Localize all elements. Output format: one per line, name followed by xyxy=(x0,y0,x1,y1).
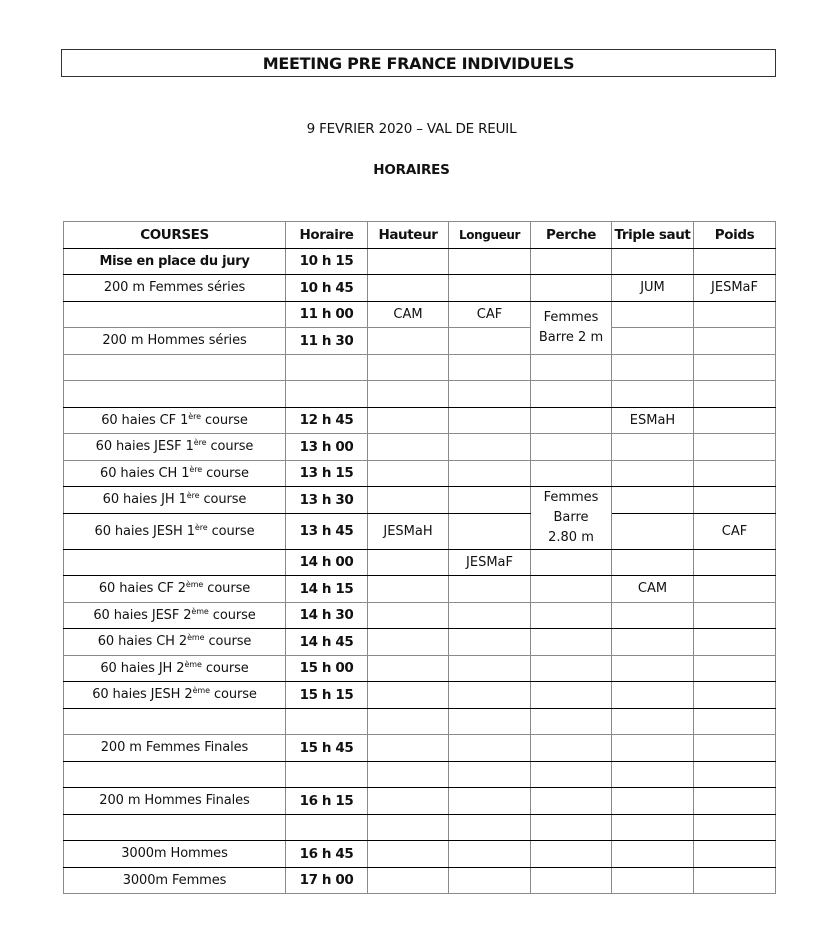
course-cell: 3000m Femmes xyxy=(64,867,286,894)
time-cell: 16 h 15 xyxy=(286,788,368,815)
time-cell: 14 h 15 xyxy=(286,576,368,603)
perche-cell xyxy=(531,549,612,576)
longueur-cell xyxy=(449,655,531,682)
course-cell xyxy=(64,487,286,514)
course-name: 60 haies JESF 2 xyxy=(93,607,192,623)
ordinal-suffix: ème xyxy=(192,686,210,696)
table-row xyxy=(64,434,776,461)
hauteur-cell xyxy=(368,682,449,709)
course-suffix: course xyxy=(206,439,254,455)
longueur-cell xyxy=(449,576,531,603)
triple-cell: CAM xyxy=(612,576,694,603)
time-cell: 13 h 15 xyxy=(286,460,368,487)
poids-cell: CAF xyxy=(694,513,776,549)
triple-cell xyxy=(612,841,694,868)
course-cell xyxy=(64,407,286,434)
time-cell: 11 h 00 xyxy=(286,301,368,328)
course-cell xyxy=(64,655,286,682)
course-suffix: course xyxy=(202,465,249,481)
longueur-cell xyxy=(449,434,531,461)
course-name: 60 haies CF 1 xyxy=(101,412,189,428)
event-date-location: 9 FEVRIER 2020 – VAL DE REUIL xyxy=(306,121,517,137)
hauteur-cell xyxy=(368,629,449,656)
time-cell xyxy=(286,381,368,408)
course-suffix: course xyxy=(204,634,252,650)
course-cell xyxy=(64,354,286,381)
perche-cell xyxy=(531,788,612,815)
course-suffix: course xyxy=(209,687,257,703)
time-cell xyxy=(286,761,368,788)
hauteur-cell: JESMaH xyxy=(368,513,449,549)
perche-cell xyxy=(531,708,612,735)
poids-cell xyxy=(694,381,776,408)
longueur-cell xyxy=(449,629,531,656)
hauteur-cell xyxy=(368,460,449,487)
ordinal-suffix: ème xyxy=(191,606,209,616)
column-header-longueur: Longueur xyxy=(449,222,531,249)
triple-cell xyxy=(612,248,694,275)
perche-cell xyxy=(531,682,612,709)
course-cell: Mise en place du jury xyxy=(64,248,286,275)
time-cell: 15 h 15 xyxy=(286,682,368,709)
perche-cell xyxy=(531,841,612,868)
triple-cell xyxy=(612,629,694,656)
longueur-cell xyxy=(449,275,531,302)
course-suffix: course xyxy=(203,581,251,597)
triple-cell xyxy=(612,434,694,461)
course-name: 60 haies JESF 1 xyxy=(95,439,194,455)
poids-cell xyxy=(694,576,776,603)
longueur-cell xyxy=(449,788,531,815)
perche-cell xyxy=(531,275,612,302)
perche-cell xyxy=(531,354,612,381)
table-row xyxy=(64,629,776,656)
course-cell xyxy=(64,629,286,656)
poids-cell xyxy=(694,735,776,762)
perche-cell xyxy=(531,761,612,788)
perche-merged-cell xyxy=(531,301,612,354)
time-cell: 17 h 00 xyxy=(286,867,368,894)
table-row xyxy=(64,655,776,682)
hauteur-cell xyxy=(368,576,449,603)
schedule-table xyxy=(63,221,776,894)
table-row xyxy=(64,735,776,762)
poids-cell xyxy=(694,841,776,868)
perche-cell xyxy=(531,407,612,434)
longueur-cell xyxy=(449,328,531,355)
longueur-cell xyxy=(449,867,531,894)
table-row xyxy=(64,275,776,302)
course-cell: 3000m Hommes xyxy=(64,841,286,868)
table-row xyxy=(64,682,776,709)
course-cell xyxy=(64,381,286,408)
longueur-cell xyxy=(449,248,531,275)
triple-cell: ESMaH xyxy=(612,407,694,434)
column-header-courses: COURSES xyxy=(64,222,286,249)
course-cell xyxy=(64,761,286,788)
time-cell xyxy=(286,708,368,735)
course-suffix: course xyxy=(200,412,248,428)
time-cell xyxy=(286,814,368,841)
table-row xyxy=(64,407,776,434)
perche-cell xyxy=(531,576,612,603)
hauteur-cell xyxy=(368,814,449,841)
triple-cell xyxy=(612,602,694,629)
ordinal-suffix: ème xyxy=(187,633,205,643)
poids-cell xyxy=(694,434,776,461)
course-suffix: course xyxy=(199,492,247,508)
perche-cell xyxy=(531,434,612,461)
perche-cell xyxy=(531,629,612,656)
table-row xyxy=(64,354,776,381)
hauteur-cell xyxy=(368,248,449,275)
triple-cell xyxy=(612,549,694,576)
hauteur-cell xyxy=(368,708,449,735)
time-cell: 13 h 00 xyxy=(286,434,368,461)
table-row xyxy=(64,761,776,788)
poids-cell: JESMaF xyxy=(694,275,776,302)
table-row xyxy=(64,487,776,514)
perche-line: Barre xyxy=(553,509,589,525)
longueur-cell xyxy=(449,761,531,788)
triple-cell xyxy=(612,655,694,682)
hauteur-cell: CAM xyxy=(368,301,449,328)
time-cell: 12 h 45 xyxy=(286,407,368,434)
poids-cell xyxy=(694,301,776,328)
poids-cell xyxy=(694,761,776,788)
triple-cell xyxy=(612,381,694,408)
poids-cell xyxy=(694,328,776,355)
ordinal-suffix: ère xyxy=(193,438,207,448)
table-row xyxy=(64,841,776,868)
poids-cell xyxy=(694,354,776,381)
poids-cell xyxy=(694,549,776,576)
document-title: MEETING PRE FRANCE INDIVIDUELS xyxy=(61,49,776,77)
triple-cell xyxy=(612,301,694,328)
longueur-cell xyxy=(449,602,531,629)
course-name: 60 haies CH 1 xyxy=(100,465,190,481)
triple-cell xyxy=(612,513,694,549)
time-cell: 14 h 45 xyxy=(286,629,368,656)
longueur-cell xyxy=(449,513,531,549)
course-cell xyxy=(64,549,286,576)
time-cell: 11 h 30 xyxy=(286,328,368,355)
perche-cell xyxy=(531,655,612,682)
longueur-cell xyxy=(449,735,531,762)
course-cell: 200 m Femmes séries xyxy=(64,275,286,302)
ordinal-suffix: ème xyxy=(184,659,202,669)
course-cell xyxy=(64,301,286,328)
triple-cell xyxy=(612,682,694,709)
poids-cell xyxy=(694,682,776,709)
perche-line: 2.80 m xyxy=(548,529,594,545)
hauteur-cell xyxy=(368,381,449,408)
longueur-cell xyxy=(449,407,531,434)
time-cell: 15 h 45 xyxy=(286,735,368,762)
hauteur-cell xyxy=(368,328,449,355)
course-suffix: course xyxy=(208,607,256,623)
course-cell xyxy=(64,708,286,735)
poids-cell xyxy=(694,788,776,815)
table-row xyxy=(64,602,776,629)
hauteur-cell xyxy=(368,354,449,381)
time-cell: 13 h 45 xyxy=(286,513,368,549)
course-name: 60 haies CH 2 xyxy=(97,634,188,650)
triple-cell xyxy=(612,328,694,355)
triple-cell xyxy=(612,735,694,762)
triple-cell xyxy=(612,788,694,815)
table-row xyxy=(64,460,776,487)
poids-cell xyxy=(694,602,776,629)
table-row xyxy=(64,814,776,841)
time-cell: 16 h 45 xyxy=(286,841,368,868)
column-header-perche: Perche xyxy=(531,222,612,249)
table-row xyxy=(64,301,776,328)
course-cell xyxy=(64,434,286,461)
hauteur-cell xyxy=(368,434,449,461)
time-cell: 13 h 30 xyxy=(286,487,368,514)
poids-cell xyxy=(694,407,776,434)
column-header-poids: Poids xyxy=(694,222,776,249)
longueur-cell xyxy=(449,708,531,735)
course-cell: 200 m Hommes Finales xyxy=(64,788,286,815)
longueur-cell xyxy=(449,354,531,381)
time-cell xyxy=(286,354,368,381)
course-suffix: course xyxy=(207,523,255,539)
hauteur-cell xyxy=(368,275,449,302)
triple-cell xyxy=(612,814,694,841)
ordinal-suffix: ère xyxy=(188,411,201,421)
column-header-hauteur: Hauteur xyxy=(368,222,449,249)
perche-cell xyxy=(531,602,612,629)
perche-line: Femmes xyxy=(543,489,599,505)
course-name: 60 haies CF 2 xyxy=(98,581,186,597)
poids-cell xyxy=(694,708,776,735)
table-row xyxy=(64,248,776,275)
hauteur-cell xyxy=(368,549,449,576)
course-name: 60 haies JESH 2 xyxy=(92,687,193,703)
course-cell xyxy=(64,814,286,841)
perche-cell xyxy=(531,460,612,487)
table-row xyxy=(64,576,776,603)
longueur-cell xyxy=(449,841,531,868)
time-cell: 14 h 30 xyxy=(286,602,368,629)
longueur-cell xyxy=(449,487,531,514)
table-row xyxy=(64,549,776,576)
course-name: 60 haies JH 2 xyxy=(100,660,185,676)
hauteur-cell xyxy=(368,407,449,434)
triple-cell xyxy=(612,354,694,381)
poids-cell xyxy=(694,814,776,841)
course-cell xyxy=(64,602,286,629)
poids-cell xyxy=(694,655,776,682)
table-row xyxy=(64,788,776,815)
time-cell: 10 h 45 xyxy=(286,275,368,302)
course-name: 60 haies JESH 1 xyxy=(94,523,195,539)
ordinal-suffix: ère xyxy=(186,491,200,501)
poids-cell xyxy=(694,460,776,487)
longueur-cell xyxy=(449,381,531,408)
perche-cell xyxy=(531,867,612,894)
section-heading: HORAIRES xyxy=(373,162,450,178)
triple-cell xyxy=(612,708,694,735)
longueur-cell: CAF xyxy=(449,301,531,328)
triple-cell xyxy=(612,867,694,894)
course-cell xyxy=(64,682,286,709)
poids-cell xyxy=(694,867,776,894)
time-cell: 10 h 15 xyxy=(286,248,368,275)
hauteur-cell xyxy=(368,602,449,629)
column-header-triple-saut: Triple saut xyxy=(612,222,694,249)
course-cell xyxy=(64,513,286,549)
longueur-cell xyxy=(449,460,531,487)
poids-cell xyxy=(694,629,776,656)
perche-cell xyxy=(531,381,612,408)
perche-line: Barre 2 m xyxy=(538,329,604,345)
course-name: 60 haies JH 1 xyxy=(102,492,187,508)
ordinal-suffix: ème xyxy=(185,580,204,590)
perche-cell xyxy=(531,248,612,275)
table-row xyxy=(64,513,776,549)
course-cell xyxy=(64,460,286,487)
table-row xyxy=(64,708,776,735)
ordinal-suffix: ère xyxy=(194,522,208,532)
header-row xyxy=(64,222,776,249)
perche-cell xyxy=(531,814,612,841)
column-header-horaire: Horaire xyxy=(286,222,368,249)
poids-cell xyxy=(694,487,776,514)
hauteur-cell xyxy=(368,788,449,815)
perche-line: Femmes xyxy=(543,309,599,325)
table-row xyxy=(64,867,776,894)
hauteur-cell xyxy=(368,761,449,788)
hauteur-cell xyxy=(368,735,449,762)
hauteur-cell xyxy=(368,841,449,868)
course-suffix: course xyxy=(201,660,249,676)
hauteur-cell xyxy=(368,867,449,894)
triple-cell xyxy=(612,761,694,788)
perche-cell xyxy=(531,735,612,762)
table-row xyxy=(64,328,776,355)
course-cell xyxy=(64,576,286,603)
triple-cell xyxy=(612,460,694,487)
course-cell: 200 m Hommes séries xyxy=(64,328,286,355)
time-cell: 15 h 00 xyxy=(286,655,368,682)
hauteur-cell xyxy=(368,655,449,682)
longueur-cell: JESMaF xyxy=(449,549,531,576)
hauteur-cell xyxy=(368,487,449,514)
longueur-cell xyxy=(449,814,531,841)
triple-cell: JUM xyxy=(612,275,694,302)
time-cell: 14 h 00 xyxy=(286,549,368,576)
ordinal-suffix: ère xyxy=(189,464,203,474)
longueur-cell xyxy=(449,682,531,709)
triple-cell xyxy=(612,487,694,514)
poids-cell xyxy=(694,248,776,275)
course-cell: 200 m Femmes Finales xyxy=(64,735,286,762)
perche-merged-cell xyxy=(531,487,612,550)
table-row xyxy=(64,381,776,408)
